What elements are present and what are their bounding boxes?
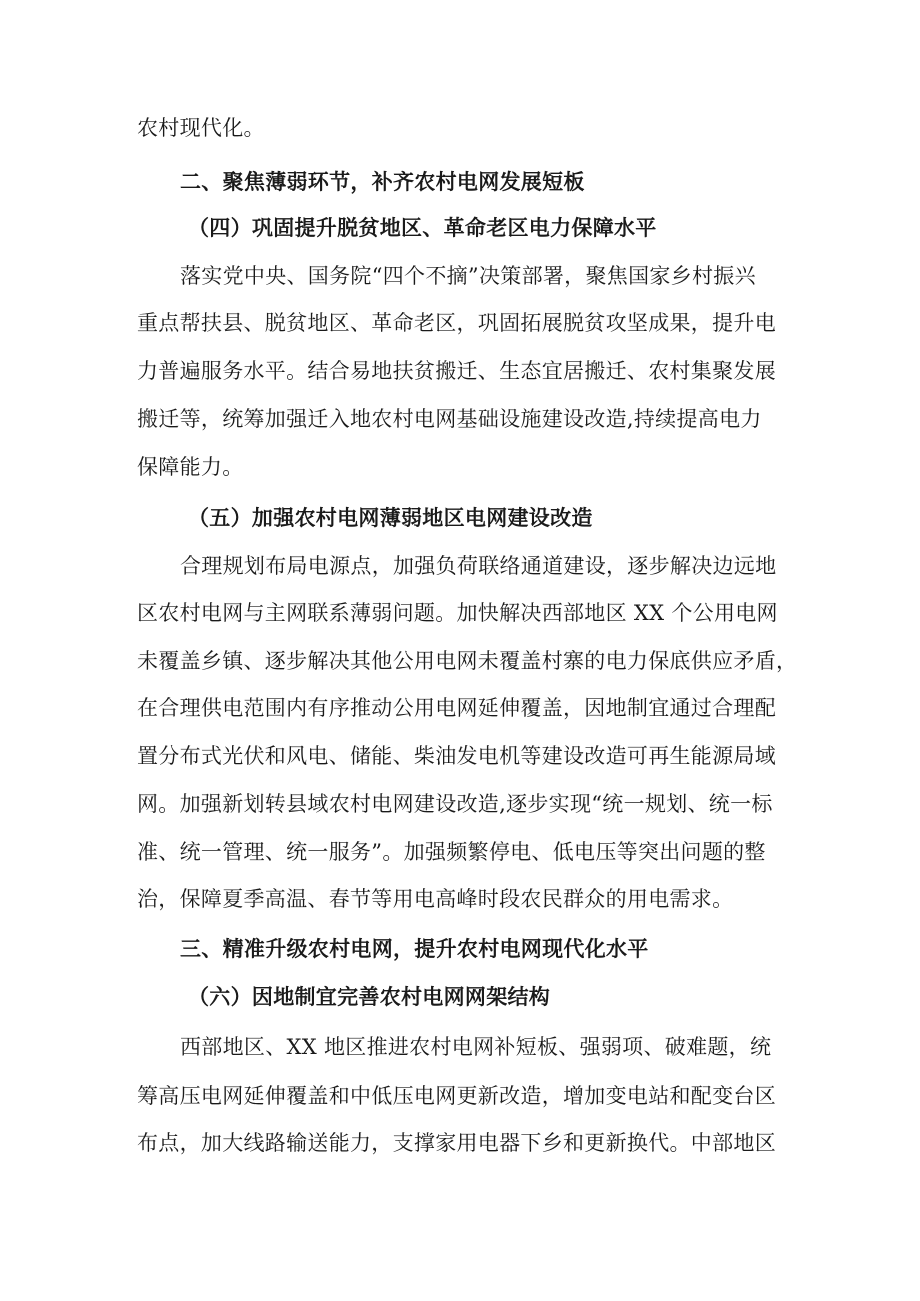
paragraph-line: 未覆盖乡镇、逐步解决其他公用电网未覆盖村寨的电力保底供应矛盾， xyxy=(137,649,798,673)
paragraph-line: 重点帮扶县、脱贫地区、革命老区，巩固拓展脱贫攻坚成果，提升电 xyxy=(137,311,776,335)
paragraph-line: 准、统一管理、统一服务”。加强频繁停电、低电压等突出问题的整 xyxy=(137,840,766,864)
paragraph-line: 搬迁等，统筹加强迁入地农村电网基础设施建设改造,持续提高电力 xyxy=(137,407,762,431)
paragraph-line: 保障能力。 xyxy=(137,455,244,479)
paragraph-line: 落实党中央、国务院“四个不摘”决策部署，聚焦国家乡村振兴 xyxy=(180,264,756,288)
paragraph-line: 合理规划布局电源点，加强负荷联络通道建设，逐步解决边远地 xyxy=(180,554,777,578)
paragraph-line: 布点，加大线路输送能力，支撑家用电器下乡和更新换代。中部地区 xyxy=(137,1131,776,1155)
subsection-heading-5: （五）加强农村电网薄弱地区电网建设改造 xyxy=(188,505,593,530)
paragraph-line: 筹高压电网延伸覆盖和中低压电网更新改造，增加变电站和配变台区 xyxy=(137,1084,776,1108)
paragraph-line: 农村现代化。 xyxy=(137,116,265,140)
paragraph-line: 在合理供电范围内有序推动公用电网延伸覆盖，因地制宜通过合理配 xyxy=(137,696,776,720)
paragraph-line: 西部地区、XX 地区推进农村电网补短板、强弱项、破难题，统 xyxy=(180,1035,772,1059)
section-heading-2: 二、聚焦薄弱环节，补齐农村电网发展短板 xyxy=(180,169,585,194)
paragraph-line: 网。加强新划转县域农村电网建设改造,逐步实现“统一规划、统一标 xyxy=(137,792,773,816)
subsection-heading-6: （六）因地制宜完善农村电网网架结构 xyxy=(188,984,551,1009)
paragraph-line: 置分布式光伏和风电、储能、柴油发电机等建设改造可再生能源局域 xyxy=(137,744,776,768)
paragraph-line: 区农村电网与主网联系薄弱问题。加快解决西部地区 XX 个公用电网 xyxy=(137,601,778,625)
section-heading-3: 三、精准升级农村电网，提升农村电网现代化水平 xyxy=(180,936,649,961)
paragraph-line: 治，保障夏季高温、春节等用电高峰时段农民群众的用电需求。 xyxy=(137,887,734,911)
subsection-heading-4: （四）巩固提升脱贫地区、革命老区电力保障水平 xyxy=(188,215,657,240)
paragraph-line: 力普遍服务水平。结合易地扶贫搬迁、生态宜居搬迁、农村集聚发展 xyxy=(137,359,776,383)
